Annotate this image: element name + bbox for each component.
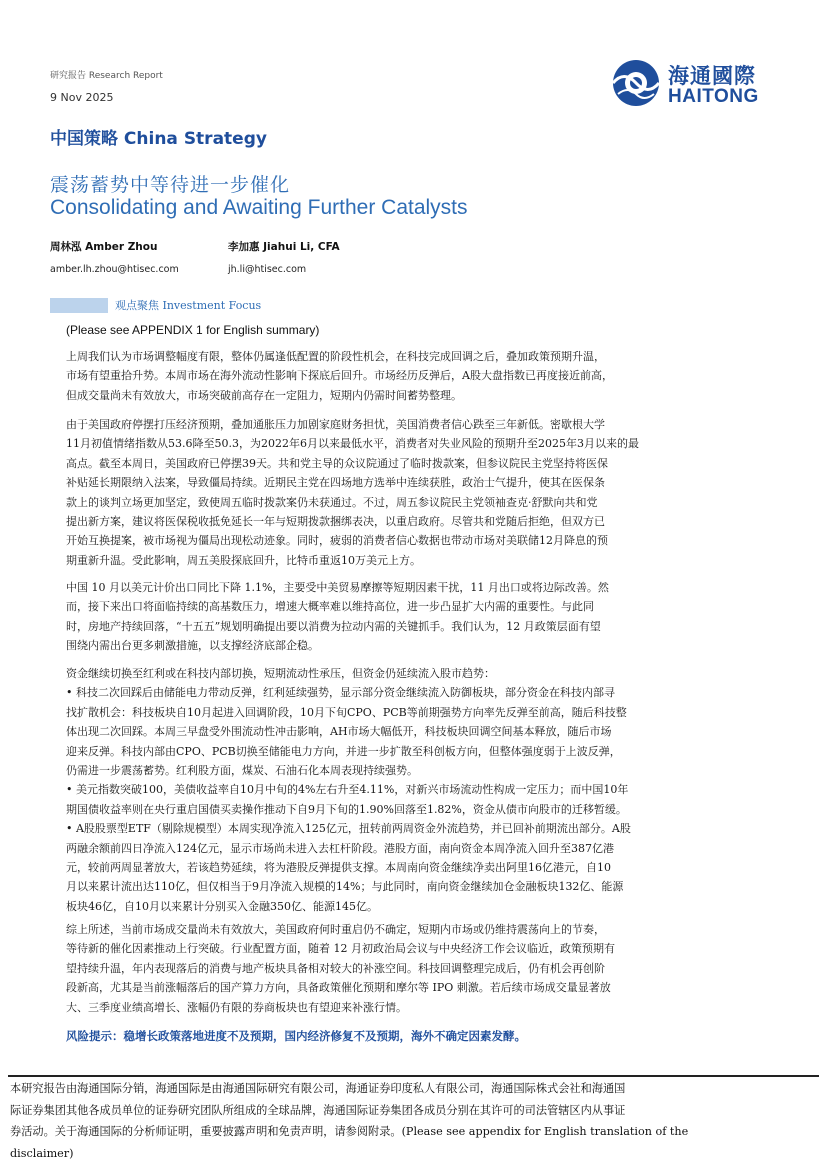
disclaimer-line: 券活动。关于海通国际的分析师证明，重要披露声明和免责声明，请参阅附录。(Please see appendix for English translation of the (10, 1125, 689, 1138)
text-line: 由于美国政府停摆打压经济预期，叠加通胀压力加剧家庭财务担忧，美国消费者信心跌至三年新低。密歇根大学 (66, 418, 605, 431)
logo-text-en: HAITONG (668, 86, 759, 107)
disclaimer-line: disclaimer) (10, 1146, 74, 1160)
text-line: 迎来反弹。科技内部由CPO、PCB切换至储能电力方向，并进一步扩散至科创板方向，但整体强度弱于上波反弹， (66, 744, 621, 758)
paragraph-market-view (66, 347, 764, 405)
text-line: 补贴延长期限纳入法案，导致僵局持续。近期民主党在四场地方选举中连续获胜，政治士气提升，使其在医保条 (66, 476, 605, 490)
report-type-label: 研究报告 Research Report (50, 71, 163, 81)
text-line: 提出新方案，建议将医保税收抵免延长一年与短期拨款捆绑表决，以重启政府。尽管共和党随后拒绝，但双方已 (66, 515, 605, 529)
text-line: 体出现二次回踩。本周三早盘受外围流动性冲击影响，AH市场大幅低开，科技板块回调空间基本释放，随后市场 (66, 725, 612, 739)
paragraph-fund-flows (66, 664, 764, 916)
analyst-name: 李加惠 Jiahui Li, CFA (228, 241, 340, 253)
text-line: 月以来累计流出达110亿，但仅相当于9月净流入规模的14%；与此同时，南向资金继续加仓金融板块132亿、能源 (66, 880, 624, 894)
disclaimer-line: 本研究报告由海通国际分销，海通国际是由海通国际研究有限公司，海通证券印度私人有限公司，海通国际株式会社和海通国 (10, 1082, 626, 1095)
text-line: 期国债收益率则在央行重启国债买卖操作推动下自9月下旬的1.90%回落至1.82%，资金从债市向股市的迁移暂缓。 (66, 802, 627, 816)
haitong-logo (610, 58, 780, 108)
text-line: 找扩散机会：科技板块自10月起进入回调阶段，10月下旬CPO、PCB等前期强势方向率先反弹至前高，随后科技整 (66, 705, 627, 719)
text-line: 但成交量尚未有效放大，市场突破前高存在一定阻力，短期内仍需时间蓄势整理。 (66, 388, 462, 402)
paragraph-summary (66, 920, 764, 1017)
paragraph-china-exports (66, 578, 764, 656)
text-line: 望持续升温，年内表现落后的消费与地产板块具备相对较大的补涨空间。科技回调整理完成后，仍有机会再创阶 (66, 961, 605, 975)
text-line: 资金继续切换至红利或在科技内部切换，短期流动性承压，但资金仍延续流入股市趋势： (66, 667, 495, 680)
bullet-line: • 美元指数突破100，美债收益率自10月中旬的4%左右升至4.11%，对新兴市场流动性构成一定压力；而中国10年 (66, 783, 629, 797)
report-title-zh: 震荡蓄势中等待进一步催化 (50, 174, 291, 196)
analyst-name: 周林泓 Amber Zhou (50, 241, 158, 253)
analyst-email[interactable]: jh.li@htisec.com (228, 264, 307, 275)
disclaimer-line: 际证券集团其他各成员单位的证券研究团队所组成的全球品牌，海通国际证券集团各成员分别在其许可的司法管辖区内从事证 (10, 1103, 626, 1117)
appendix-note: (Please see APPENDIX 1 for English summary) (66, 323, 320, 337)
focus-accent-bar (50, 298, 108, 313)
text-line: 11月初值情绪指数从53.6降至50.3，为2022年6月以来最低水平，消费者对失业风险的预期升至2025年3月以来的最 (66, 437, 639, 451)
text-line: 段新高，尤其是当前涨幅落后的国产算力方向，具备政策催化预期和摩尔等 IPO 刺激。若后续市场成交量显著放 (66, 981, 611, 995)
analyst-email[interactable]: amber.lh.zhou@htisec.com (50, 264, 179, 275)
footer-divider (8, 1075, 819, 1077)
text-line: 而，接下来出口将面临持续的高基数压力，增速大概率难以维持高位，进一步凸显扩大内需的重要性。与此同 (66, 600, 594, 614)
section-title: 中国策略 China Strategy (50, 129, 267, 149)
text-line: 款上的谈判立场更加坚定，致使周五临时拨款案仍未获通过。不过，周五参议院民主党领袖查克·舒默向共和党 (66, 495, 598, 509)
text-line: 大、三季度业绩高增长、涨幅仍有限的券商板块也有望迎来补涨行情。 (66, 1000, 407, 1014)
investment-focus-heading (50, 297, 330, 313)
text-line: 时，房地产持续回落，“十五五”规划明确提出要以消费为拉动内需的关键抓手。我们认为，12 月政策层面有望 (66, 619, 601, 633)
text-line: 板块46亿，自10月以来累计分别买入金融350亿、能源145亿。 (66, 899, 378, 913)
text-line: 高点。截至本周日，美国政府已停摆39天。共和党主导的众议院通过了临时拨款案，但参议院民主党坚持将医保 (66, 456, 608, 470)
text-line: 等待新的催化因素推动上行突破。行业配置方面，随着 12 月初政治局会议与中央经济工作会议临近，政策预期有 (66, 942, 615, 956)
logo-text-zh: 海通國際 (668, 64, 756, 88)
text-line: 期重新升温。受此影响，周五美股探底回升，比特币重返10万美元上方。 (66, 553, 421, 567)
text-line: 市场有望重拾升势。本周市场在海外流动性影响下探底后回升。市场经历反弹后，A股大盘指数已再度接近前高， (66, 369, 613, 383)
report-title-en: Consolidating and Awaiting Further Catalysts (50, 196, 468, 219)
bullet-line: • 科技二次回踩后由储能电力带动反弹，红利延续强势，显示部分资金继续流入防御板块，部分资金在科技内部寻 (66, 686, 615, 700)
text-line: 仍需进一步震荡蓄势。红利股方面，煤炭、石油石化本周表现持续强势。 (66, 764, 418, 778)
text-line: 中国 10 月以美元计价出口同比下降 1.1%，主要受中美贸易摩擦等短期因素干扰，11 月出口或将边际改善。然 (66, 581, 609, 594)
disclaimer (10, 1078, 822, 1164)
risk-warning: 风险提示：稳增长政策落地进度不及预期，国内经济修复不及预期，海外不确定因素发酵。 (66, 1029, 526, 1043)
focus-label: 观点聚焦 Investment Focus (115, 299, 262, 312)
bullet-line: • A股股票型ETF（剔除规模型）本周实现净流入125亿元，扭转前两周资金外流趋势，并已回补前期流出部分。A股 (66, 822, 631, 836)
text-line: 上周我们认为市场调整幅度有限，整体仍属逢低配置的阶段性机会，在科技完成回调之后，叠加政策预期升温， (66, 350, 605, 363)
text-line: 围绕内需出台更多刺激措施，以支撑经济底部企稳。 (66, 639, 319, 653)
paragraph-us-politics (66, 415, 764, 570)
text-line: 综上所述，当前市场成交量尚未有效放大，美国政府何时重启仍不确定，短期内市场或仍维持震荡向上的节奏， (66, 923, 605, 936)
report-date: 9 Nov 2025 (50, 91, 114, 104)
text-line: 两融余额前四日净流入124亿元，显示市场尚未进入去杠杆阶段。港股方面，南向资金本周净流入回升至387亿港 (66, 841, 614, 855)
haitong-emblem-icon (610, 58, 662, 108)
text-line: 开始互换提案，被市场视为僵局出现松动迹象。同时，疲弱的消费者信心数据也带动市场对美联储12月降息的预 (66, 534, 608, 548)
text-line: 元，较前两周显著放大，若该趋势延续，将为港股反弹提供支撑。本周南向资金继续净卖出阿里16亿港元，自10 (66, 861, 611, 875)
